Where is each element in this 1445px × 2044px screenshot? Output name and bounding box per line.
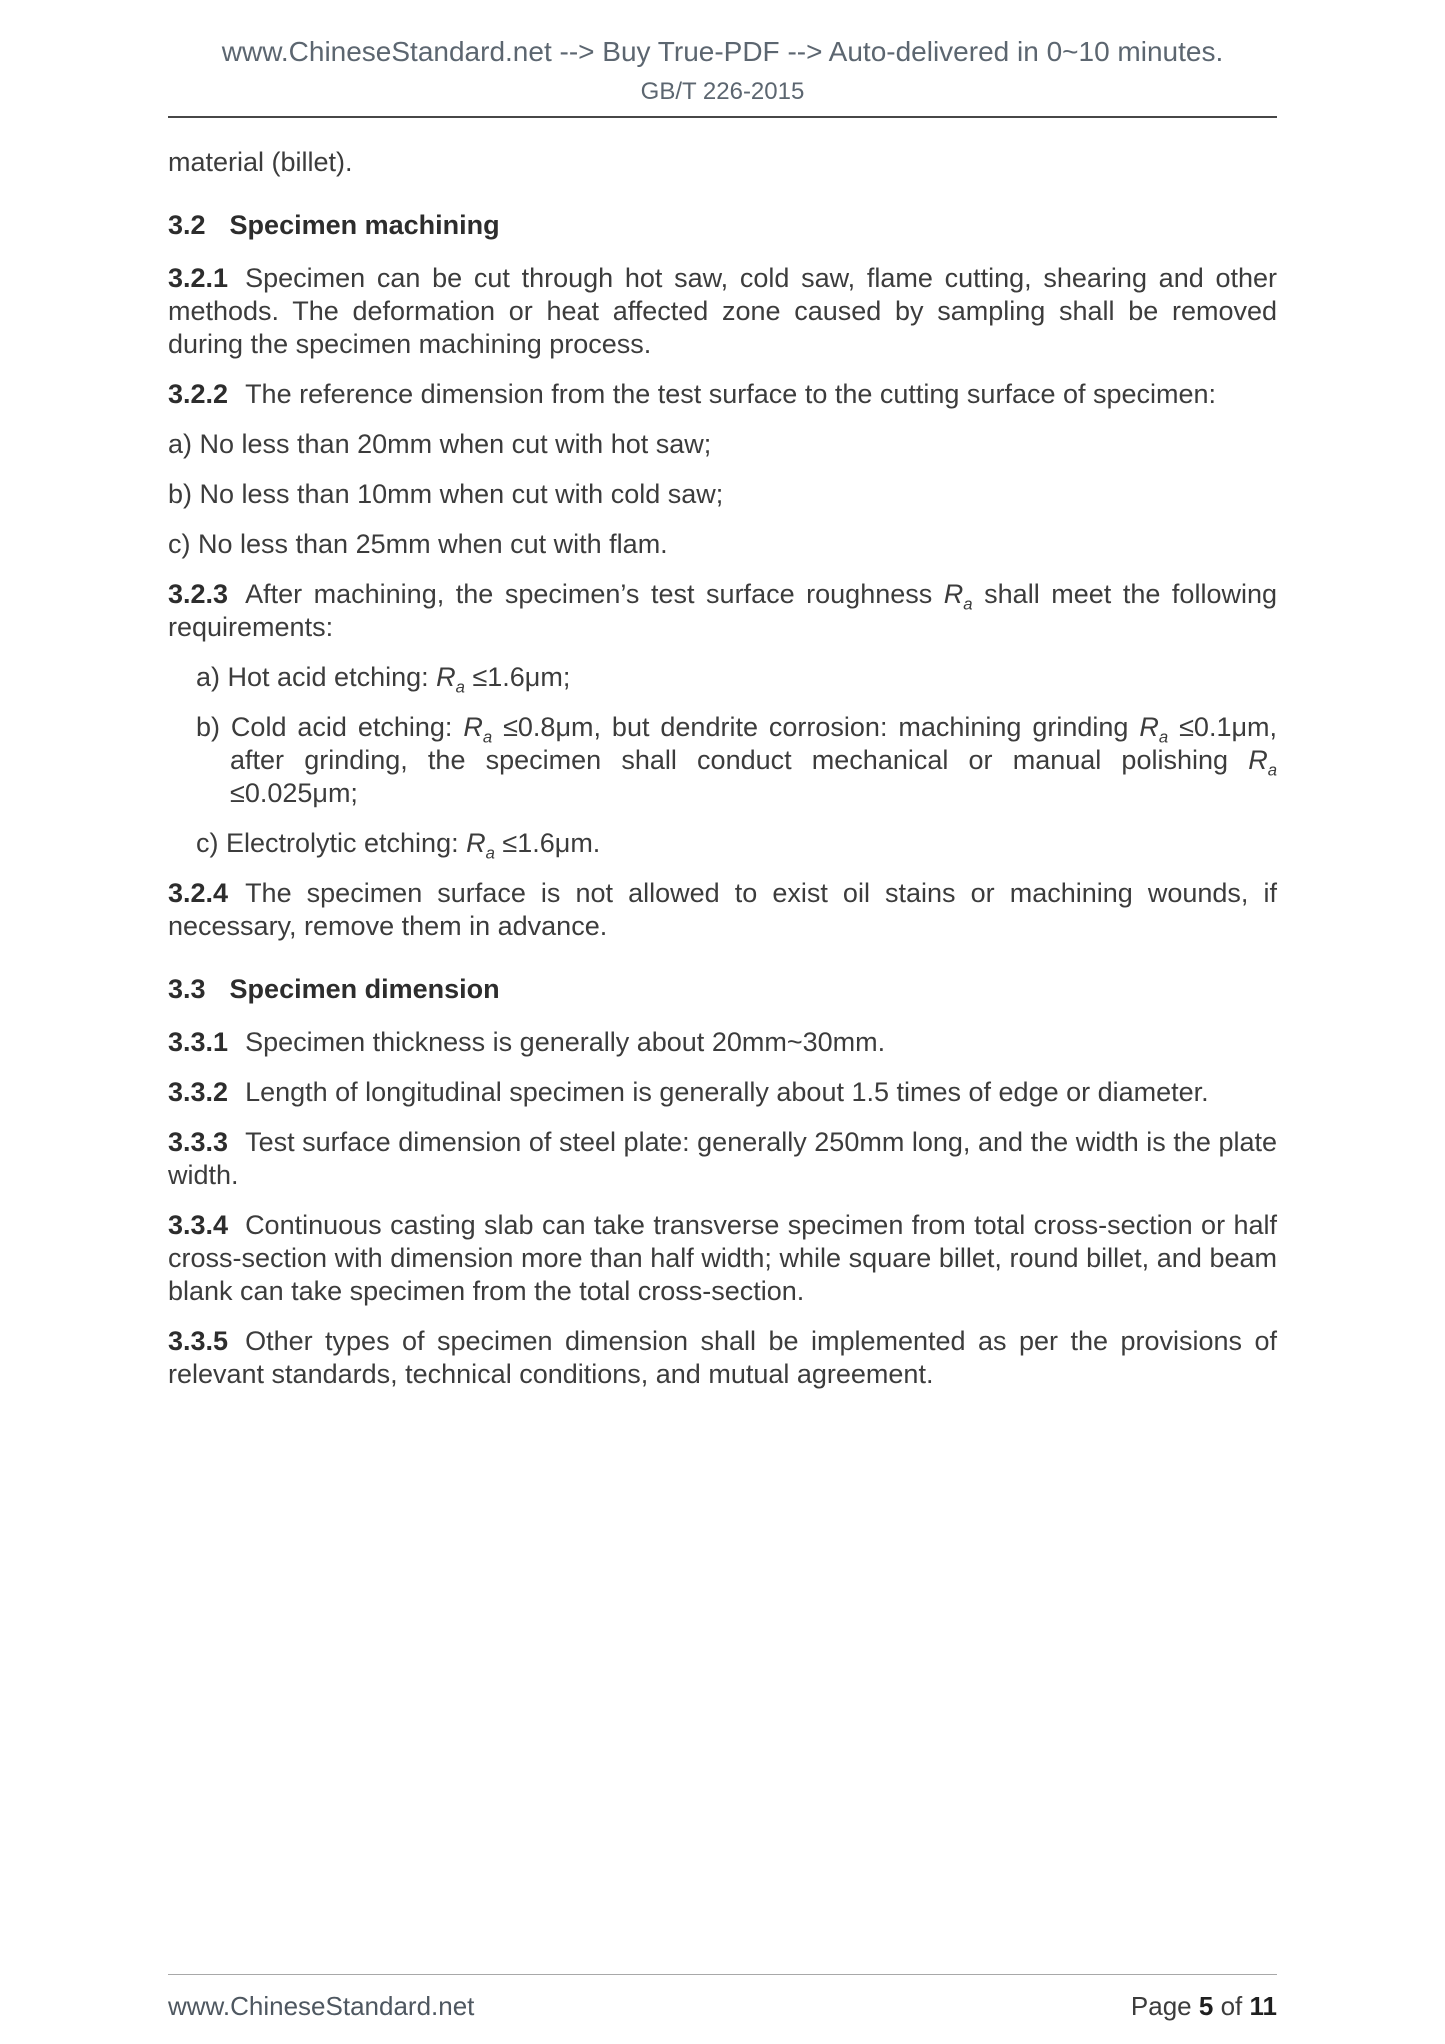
- text-segment: c) No less than 25mm when cut with flam.: [168, 529, 668, 559]
- paragraph: [168, 877, 1277, 943]
- document-number: GB/T 226-2015: [640, 78, 805, 105]
- text-segment: b) No less than 10mm when cut with cold saw;: [168, 479, 724, 509]
- text-segment: Other types of specimen dimension shall be implemented as per the provisions of relevant standards, technical conditions, and mutual agreement.: [168, 1326, 1277, 1389]
- text-segment: ≤0.1μm, after grinding, the specimen shall conduct mechanical or manual polishing: [230, 712, 1278, 775]
- paragraph: [168, 378, 1277, 411]
- footer-site-link[interactable]: www.ChineseStandard.net: [168, 1991, 475, 2021]
- text-segment: R: [466, 828, 486, 858]
- clause-number: 3.3.5: [168, 1326, 229, 1356]
- text-segment: After machining, the specimen’s test surface roughness: [245, 579, 944, 609]
- text-segment: b) Cold acid etching:: [196, 712, 464, 742]
- text-segment: ≤1.6μm.: [494, 828, 601, 858]
- text-segment: c) Electrolytic etching:: [196, 828, 467, 858]
- text-segment: R: [463, 712, 483, 742]
- promo-header: www.ChineseStandard.net --> Buy True-PDF --> Auto-delivered in 0~10 minutes.: [221, 36, 1224, 67]
- text-segment: Specimen thickness is generally about 20mm~30mm.: [245, 1027, 886, 1057]
- text-segment: Specimen dimension: [229, 974, 500, 1004]
- clause-number: 3.3.3: [168, 1127, 229, 1157]
- text-segment: a) Hot acid etching:: [196, 662, 437, 692]
- paragraph: [168, 262, 1277, 361]
- text-segment: a) No less than 20mm when cut with hot saw;: [168, 429, 712, 459]
- paragraph: [168, 478, 1277, 511]
- text-segment: The specimen surface is not allowed to exist oil stains or machining wounds, if necessary, remove them in advance.: [168, 878, 1277, 941]
- page-total: 11: [1249, 1991, 1277, 2021]
- list-item: [168, 711, 1277, 810]
- text-segment: Length of longitudinal specimen is generally about 1.5 times of edge or diameter.: [245, 1077, 1209, 1107]
- page-footer: [168, 1974, 1277, 2022]
- paragraph: [168, 528, 1277, 561]
- section-heading: [168, 209, 1277, 242]
- paragraph: [168, 1209, 1277, 1308]
- paragraph: [168, 578, 1277, 644]
- clause-number: 3.2: [168, 210, 206, 240]
- text-segment: ≤1.6μm;: [464, 662, 571, 692]
- text-segment: shall meet the following requirements:: [168, 579, 1277, 642]
- text-segment: Test surface dimension of steel plate: generally 250mm long, and the width is the plate width.: [168, 1127, 1277, 1190]
- text-segment: Continuous casting slab can take transverse specimen from total cross-section or half cross-section with dimension more than half width; while square billet, round billet, and beam blank can take specimen from the total cross-section.: [168, 1210, 1277, 1306]
- page-current: 5: [1198, 1991, 1214, 2021]
- clause-number: 3.3.4: [168, 1210, 229, 1240]
- text-segment: a: [1158, 727, 1169, 747]
- text-segment: R: [943, 579, 964, 609]
- clause-number: 3.2.2: [168, 379, 229, 409]
- of-label: of: [1220, 1991, 1243, 2021]
- section-heading: [168, 973, 1277, 1006]
- clause-number: 3.3.1: [168, 1027, 229, 1057]
- paragraph: [168, 1026, 1277, 1059]
- text-segment: R: [1248, 745, 1268, 775]
- text-segment: a: [1267, 760, 1277, 780]
- text-segment: a: [485, 843, 495, 863]
- clause-number: 3.3.2: [168, 1077, 229, 1107]
- list-item: [168, 661, 1277, 697]
- paragraph: [168, 146, 1277, 179]
- text-segment: a: [963, 594, 973, 614]
- paragraph: [168, 1126, 1277, 1192]
- page-indicator: [1131, 1991, 1277, 2022]
- paragraph: [168, 1325, 1277, 1391]
- text-segment: Specimen can be cut through hot saw, cold saw, flame cutting, shearing and other methods. The deformation or heat affected zone caused by sampling shall be removed during the specimen machining process.: [168, 263, 1277, 359]
- clause-number: 3.2.1: [168, 263, 229, 293]
- clause-number: 3.3: [168, 974, 206, 1004]
- text-segment: Specimen machining: [229, 210, 500, 240]
- paragraph: [168, 1076, 1277, 1109]
- list-item: [168, 827, 1277, 863]
- document-body: [168, 118, 1277, 1391]
- paragraph: [168, 428, 1277, 461]
- text-segment: The reference dimension from the test surface to the cutting surface of specimen:: [245, 379, 1217, 409]
- page-header: [168, 36, 1277, 118]
- clause-number: 3.2.4: [168, 878, 229, 908]
- text-segment: a: [482, 727, 493, 747]
- text-segment: ≤0.8μm, but dendrite corrosion: machining grinding: [492, 712, 1140, 742]
- text-segment: R: [436, 662, 456, 692]
- page-label: Page: [1130, 1991, 1192, 2021]
- text-segment: R: [1139, 712, 1159, 742]
- text-segment: ≤0.025μm;: [230, 778, 358, 808]
- text-segment: a: [455, 677, 465, 697]
- clause-number: 3.2.3: [168, 579, 229, 609]
- text-segment: material (billet).: [168, 147, 353, 177]
